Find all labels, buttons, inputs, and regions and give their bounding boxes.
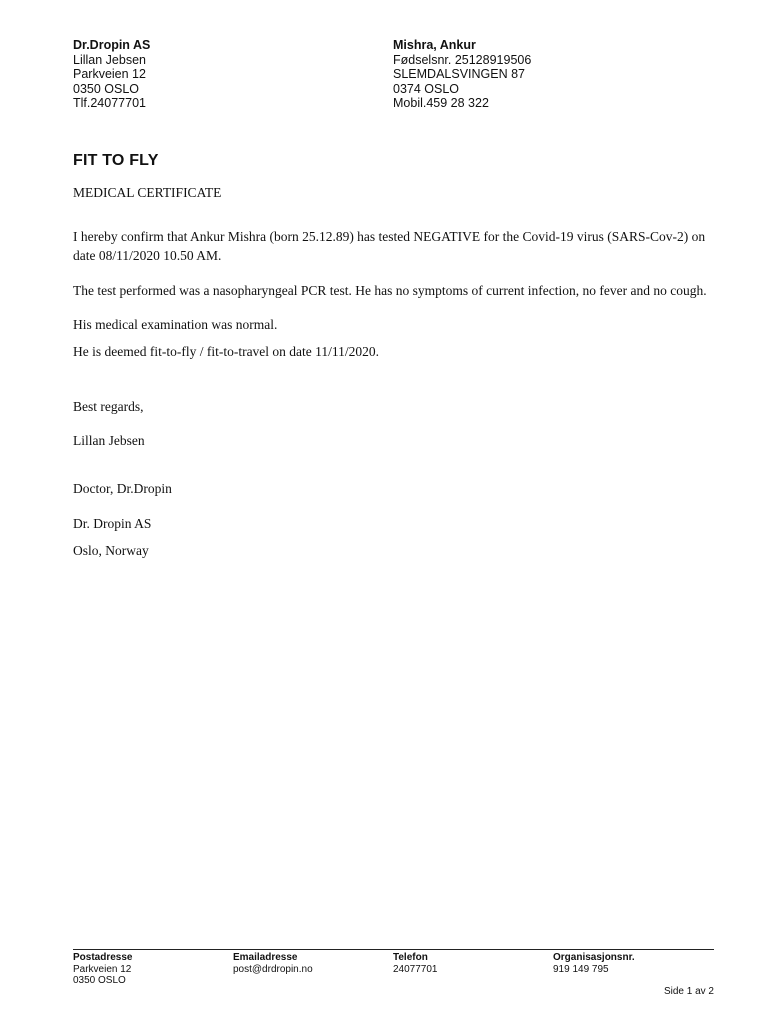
signer-role: Doctor, Dr.Dropin [73, 481, 172, 496]
recipient-street: SLEMDALSVINGEN 87 [393, 67, 525, 82]
page-number: Side 1 av 2 [663, 986, 714, 997]
signer-name: Lillan Jebsen [73, 433, 145, 448]
recipient-mobile: Mobil.459 28 322 [393, 96, 489, 111]
sender-address-block [73, 38, 150, 111]
footer-organization [553, 952, 635, 975]
footer-org-number: 919 149 795 [553, 963, 609, 975]
footer-phone-number: 24077701 [393, 963, 438, 975]
paragraph-examination: His medical examination was normal. [73, 317, 278, 332]
footer-email-address: post@drdropin.no [233, 963, 313, 975]
footer-email-heading: Emailadresse [233, 952, 298, 963]
document-title: FIT TO FLY [73, 152, 159, 169]
footer-email [233, 952, 313, 975]
signer-city: Oslo, Norway [73, 543, 149, 558]
paragraph-test-result: I hereby confirm that Ankur Mishra (born 25.12.89) has tested NEGATIVE for the Covid-19 virus (SARS-Cov-2) on date 08/11/2020 10.50 AM. [73, 229, 706, 263]
sender-postal: 0350 OSLO [73, 81, 140, 96]
recipient-address-block [393, 38, 531, 111]
sender-street: Parkveien 12 [73, 67, 146, 82]
footer-postal-street: Parkveien 12 [73, 963, 132, 975]
paragraph-fit-to-fly: He is deemed fit-to-fly / fit-to-travel on date 11/11/2020. [73, 344, 380, 359]
recipient-id: Fødselsnr. 25128919506 [393, 52, 532, 67]
footer-postal-address [73, 952, 132, 987]
document-subtitle: MEDICAL CERTIFICATE [73, 185, 222, 200]
closing-salutation: Best regards, [73, 399, 144, 414]
recipient-name: Mishra, Ankur [393, 38, 476, 52]
sender-phone: Tlf.24077701 [73, 96, 146, 111]
recipient-postal: 0374 OSLO [393, 81, 460, 96]
sender-contact: Lillan Jebsen [73, 52, 146, 67]
footer-phone-heading: Telefon [393, 952, 428, 963]
footer-divider [73, 949, 714, 950]
footer-phone [393, 952, 438, 975]
footer-postal-city: 0350 OSLO [73, 975, 126, 986]
signer-company: Dr. Dropin AS [73, 516, 152, 531]
footer-postal-heading: Postadresse [73, 952, 133, 963]
sender-name: Dr.Dropin AS [73, 38, 151, 52]
paragraph-test-method: The test performed was a nasopharyngeal PCR test. He has no symptoms of current infection, no fever and no cough. [73, 283, 707, 298]
footer-org-heading: Organisasjonsnr. [553, 952, 635, 963]
